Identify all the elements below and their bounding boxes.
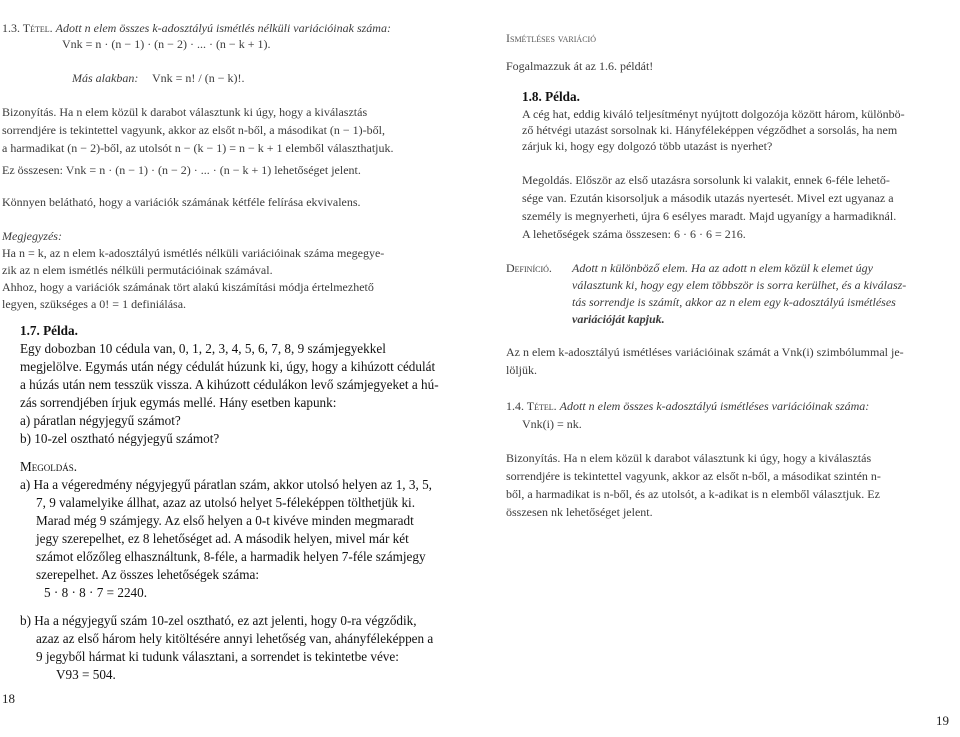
- example-line: ző hétvégi utazást sorsolnak ki. Hányféleképpen végződhet a sorsolás, ha nem: [522, 123, 898, 137]
- solution-b-result: V93 = 504.: [56, 667, 116, 682]
- solution-b-line: azaz az első három hely kitöltésére annyi lehetőség van, ahányféleképpen a: [36, 631, 434, 646]
- alt-label: Más alakban:: [72, 71, 139, 85]
- remark-line: Ahhoz, hogy a variációk számának tört alakú kiszámítási módja értelmezhető: [2, 280, 374, 294]
- solution-label: Megoldás.: [20, 459, 78, 474]
- theorem-1-3: [2, 22, 391, 34]
- section-title: Ismétléses variáció: [506, 31, 596, 45]
- remark-line: legyen, szükséges a 0! = 1 definiálása.: [2, 297, 187, 311]
- definition-line: variációját kapjuk.: [572, 312, 665, 326]
- example-title: 1.7. Példa.: [20, 323, 78, 338]
- solution-a-line: szerepelhet. Az összes lehetőségek száma:: [36, 567, 259, 582]
- proof-line: összesen nk lehetőséget jelent.: [506, 505, 653, 519]
- notation-line: Az n elem k-adosztályú ismétléses variációinak számát a Vnk(i) szimbólummal je-: [506, 345, 904, 359]
- solution-a-line: a) Ha a végeredmény négyjegyű páratlan szám, akkor utolsó helyen az 1, 3, 5,: [20, 477, 432, 492]
- solution-a-result: 5 · 8 · 8 · 7 = 2240.: [44, 585, 148, 600]
- intro-text: Fogalmazzuk át az 1.6. példát!: [506, 59, 654, 73]
- theorem-number: 1.4. Tétel.: [506, 399, 557, 413]
- theorem-number: 1.3. Tétel.: [2, 21, 53, 35]
- proof-line: Bizonyítás. Ha n elem közül k darabot választunk ki úgy, hogy a kiválasztás: [506, 451, 872, 465]
- example-line: A cég hat, eddig kiváló teljesítményt nyújtott dolgozója között három, különbö-: [522, 107, 905, 121]
- solution-a-line: 7, 9 valamelyike állhat, azaz az utolsó helyet 5-féleképpen tölthetjük ki.: [36, 495, 415, 510]
- solution-b-line: 9 jegyből hármat ki tudunk választani, a sorrendet is tekintetbe véve:: [36, 649, 399, 664]
- theorem-1-4: [506, 400, 869, 412]
- remark-line: zik az n elem ismétlés nélküli permutációinak számával.: [2, 263, 273, 277]
- proof-line: sorrendjére is tekintettel vagyunk, akkor az elsőt n-ből, a másodikat (n − 1)-ből,: [2, 123, 385, 137]
- solution-line: Megoldás. Először az első utazásra sorsolunk ki valakit, ennek 6-féle lehető-: [522, 173, 890, 187]
- solution-line: sége van. Ezután kisorsoljuk a második utazás nyertesét. Mivel ezt ugyanaz a: [522, 191, 894, 205]
- notation-line: löljük.: [506, 363, 538, 377]
- page-number: 18: [2, 691, 15, 706]
- proof-line: sorrendjére is tekintettel vagyunk, akkor az elsőt n-ből, a másodikat szintén n-: [506, 469, 881, 483]
- solution-a-line: jegy szerepelhet, ez 8 lehetőséget ad. A második helyen, mivel már két: [36, 531, 409, 546]
- proof-line: Ez összesen: Vnk = n · (n − 1) · (n − 2) · ... · (n − k + 1) lehetőséget jelent.: [2, 163, 361, 177]
- solution-a-line: Marad még 9 számjegy. Az első helyen a 0-t kivéve minden megmaradt: [36, 513, 414, 528]
- theorem-formula: Vnk = n · (n − 1) · (n − 2) · ... · (n − k + 1).: [62, 37, 271, 51]
- solution-a-line: számot előzőleg elhasználtunk, 8-féle, a harmadik helyen 7-féle számjegy: [36, 549, 426, 564]
- proof-line: ből, a harmadikat is n-ből, és az utolsót, a k-adikat is n elemből választjuk. Ez: [506, 487, 880, 501]
- page-number: 19: [936, 713, 949, 728]
- example-line: zárjuk ki, hogy egy dolgozó több utazást is nyerhet?: [522, 139, 773, 153]
- proof-line: Bizonyítás. Ha n elem közül k darabot választunk ki úgy, hogy a kiválasztás: [2, 105, 368, 119]
- definition-line: tás sorrendje is számít, akkor az n elem egy k-adosztályú ismétléses: [572, 295, 896, 309]
- solution-b-line: b) Ha a négyjegyű szám 10-zel osztható, ez azt jelenti, hogy 0-ra végződik,: [20, 613, 417, 628]
- definition-label: Definíció.: [506, 261, 552, 275]
- example-line: b) 10-zel osztható négyjegyű számot?: [20, 431, 220, 446]
- example-title: 1.8. Példa.: [522, 89, 580, 104]
- remark-line: Ha n = k, az n elem k-adosztályú ismétlés nélküli variációinak száma megegye-: [2, 246, 385, 260]
- theorem-text: Adott n elem összes k-adosztályú ismétléses variációinak száma:: [559, 399, 870, 413]
- definition-line: választunk ki, hogy egy elem többször is sorra kerülhet, és a kiválasz-: [572, 278, 907, 292]
- proof-line: a harmadikat (n − 2)-ből, az utolsót n − (k − 1) = n − k + 1 elemből választhatjuk.: [2, 141, 394, 155]
- example-line: a húzás után nem tesszük vissza. A kihúzott cédulákon levő számjegyeket a hú-: [20, 377, 439, 392]
- remark-title: Megjegyzés:: [2, 229, 62, 243]
- example-line: Egy dobozban 10 cédula van, 0, 1, 2, 3, 4, 5, 6, 7, 8, 9 számjegyekkel: [20, 341, 386, 356]
- theorem-formula: Vnk(i) = nk.: [522, 417, 582, 431]
- equivalence-note: Könnyen belátható, hogy a variációk számának kétféle felírása ekvivalens.: [2, 195, 361, 209]
- theorem-text: Adott n elem összes k-adosztályú ismétlés nélküli variációinak száma:: [55, 21, 391, 35]
- definition-line: Adott n különböző elem. Ha az adott n elem közül k elemet úgy: [572, 261, 873, 275]
- example-line: a) páratlan négyjegyű számot?: [20, 413, 181, 428]
- solution-line: A lehetőségek száma összesen: 6 · 6 · 6 = 216.: [522, 227, 746, 241]
- example-line: megjelölve. Egymás után négy cédulát húzunk ki, úgy, hogy a kihúzott cédulát: [20, 359, 436, 374]
- alt-formula: Vnk = n! / (n − k)!.: [152, 71, 245, 85]
- solution-line: személy is megnyerheti, újra 6 esélyes maradt. Majd ugyanígy a harmadiknál.: [522, 209, 897, 223]
- example-line: zás sorrendjében írjuk egymás mellé. Hány esetben kapunk:: [20, 395, 337, 410]
